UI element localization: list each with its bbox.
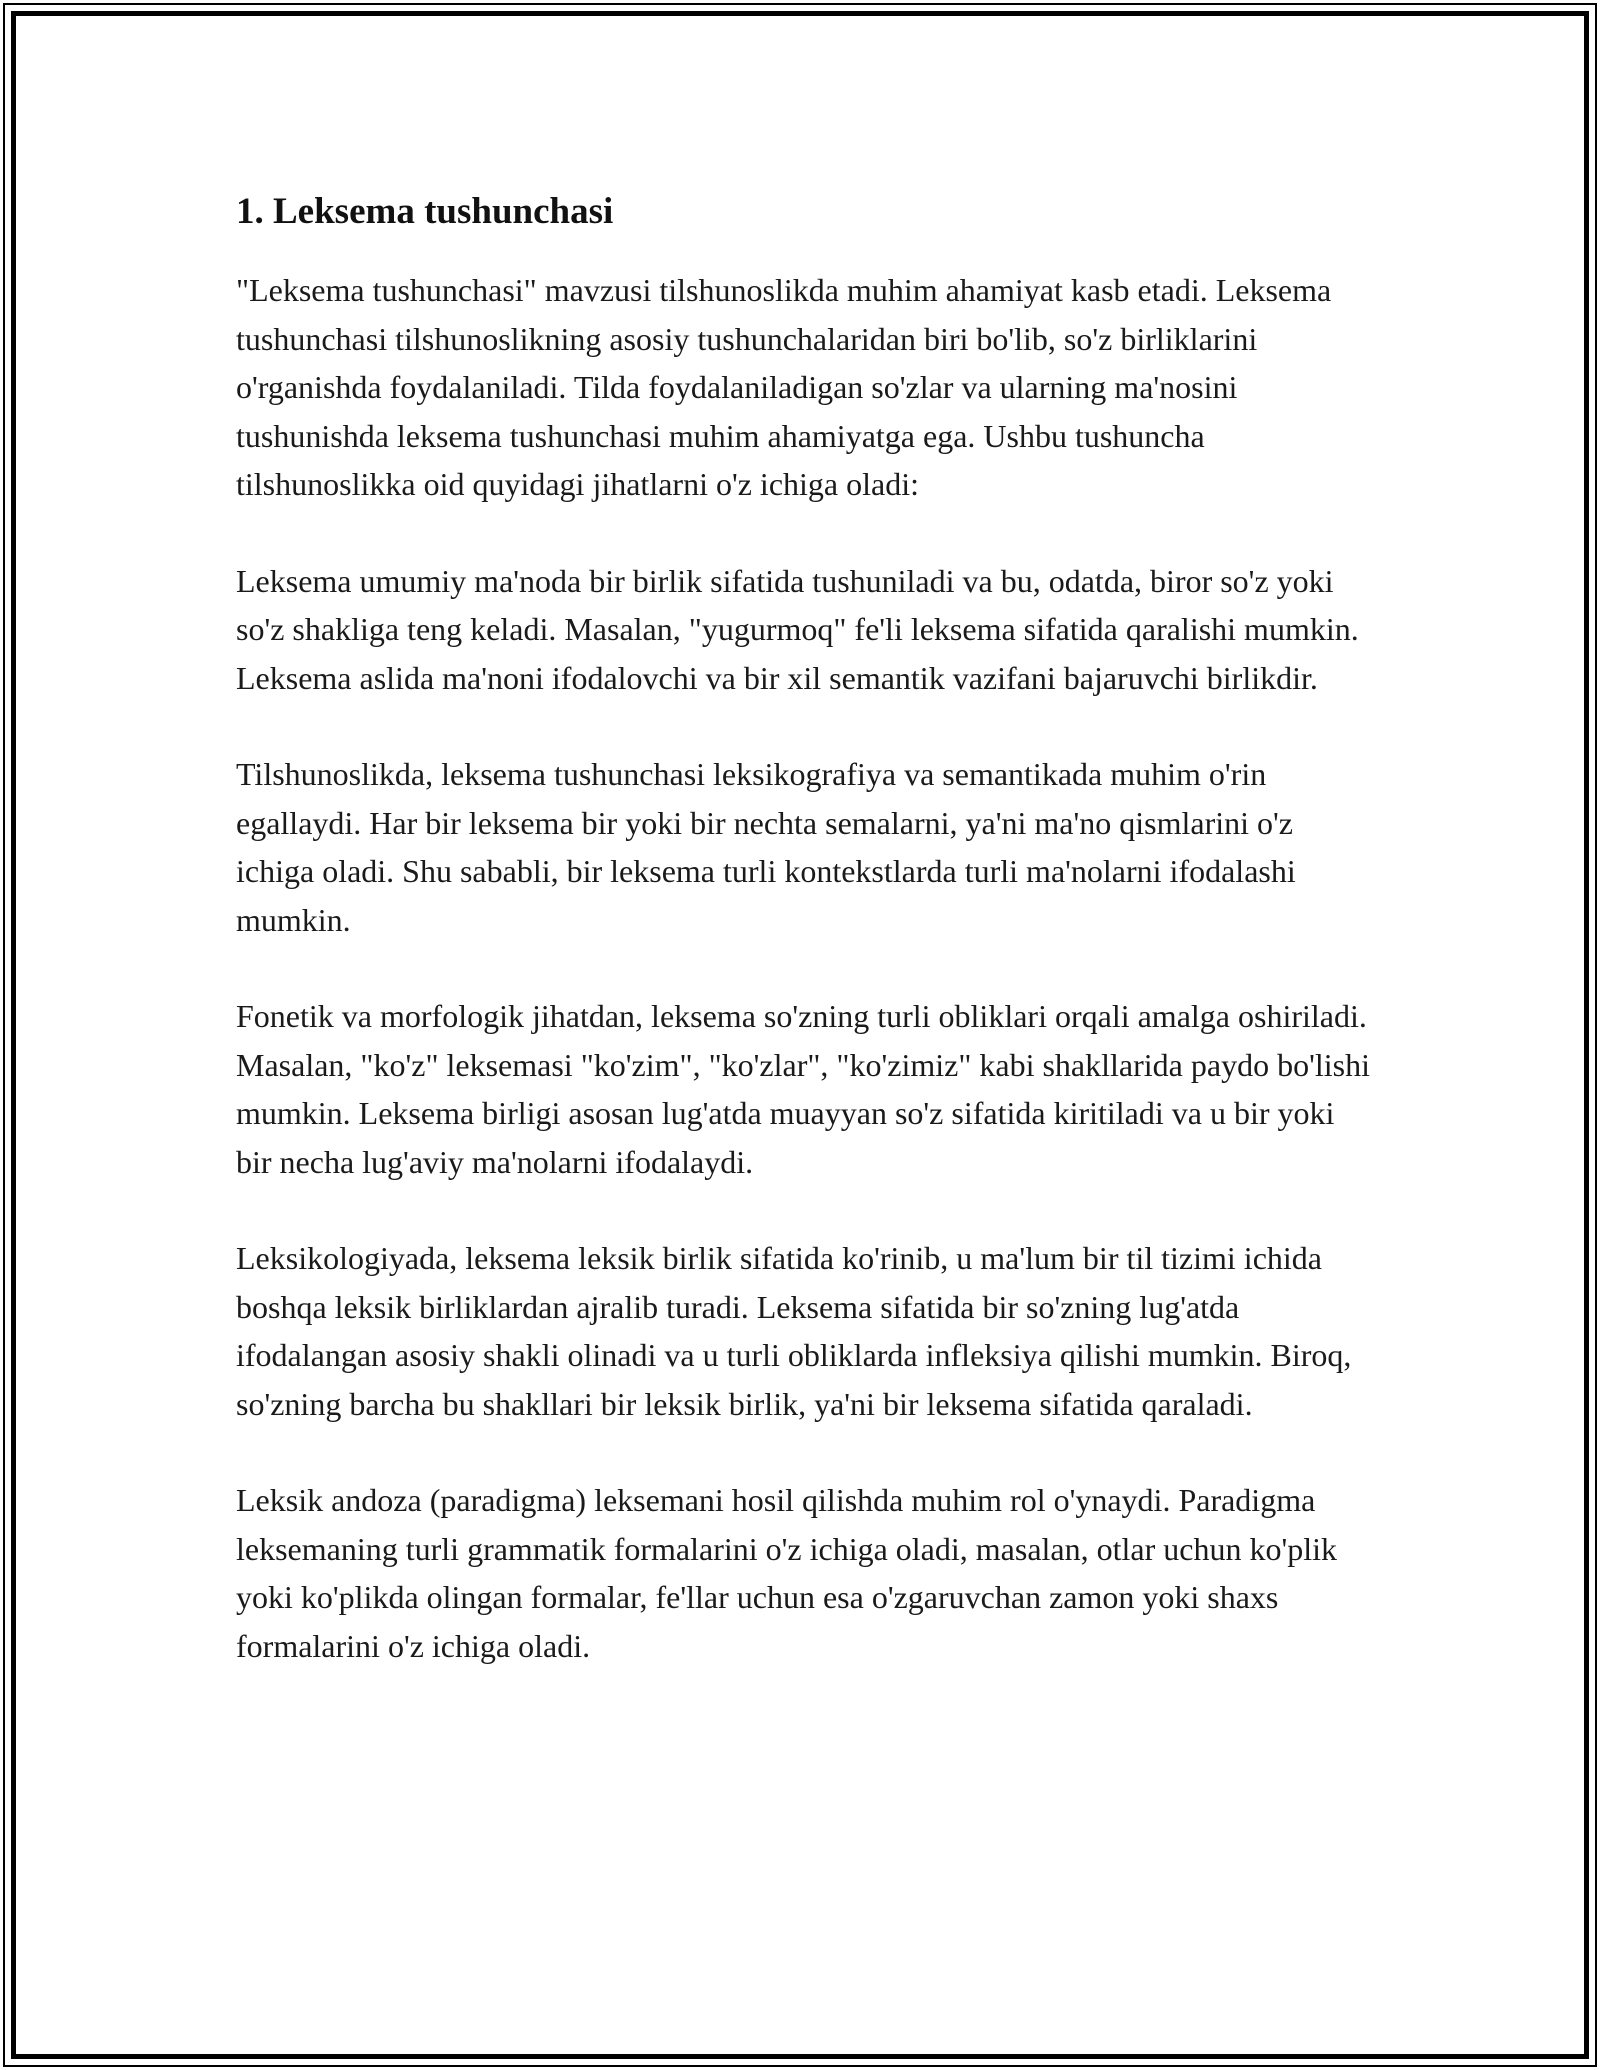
paragraph-morphology: Fonetik va morfologik jihatdan, leksema so'zning turli obliklari orqali amalga oshiriladi. Masalan, "ko'z" leksemasi "ko'zim", "ko'zlar", "ko'zimiz" kabi shakllarida paydo bo'lishi mumkin. Leksema birligi asosan lug'atda muayyan so'z sifatida kiritiladi va u bir yoki bir necha lug'aviy ma'nolarni ifodalaydi. xyxy=(236,998,1370,1180)
section-heading: 1. Leksema tushunchasi xyxy=(236,191,614,232)
paragraph-definition: Leksema umumiy ma'noda bir birlik sifatida tushuniladi va bu, odatda, biror so'z yoki so'z shakliga teng keladi. Masalan, "yugurmoq" fe'li leksema sifatida qaralishi mumkin. Leksema aslida ma'noni ifodalovchi va bir xil semantik vazifani bajaruvchi birlikdir. xyxy=(236,562,1359,696)
paragraph-semantics: Tilshunoslikda, leksema tushunchasi leksikografiya va semantikada muhim o'rin egallaydi. Har bir leksema bir yoki bir nechta semalarni, ya'ni ma'no qismlarini o'z ichiga oladi. Shu sababli, bir leksema turli kontekstlarda turli ma'nolarni ifodalashi mumkin. xyxy=(236,756,1296,938)
paragraph-paradigm: Leksik andoza (paradigma) leksemani hosil qilishda muhim rol o'ynaydi. Paradigma leksemaning turli grammatik formalarini o'z ichiga oladi, masalan, otlar uchun ko'plik yoki ko'plikda olingan formalar, fe'llar uchun esa o'zgaruvchan zamon yoki shaxs formalarini o'z ichiga oladi. xyxy=(236,1482,1337,1664)
paragraph-lexicology: Leksikologiyada, leksema leksik birlik sifatida ko'rinib, u ma'lum bir til tizimi ichida boshqa leksik birliklardan ajralib turadi. Leksema sifatida bir so'zning lug'atda ifodalangan asosiy shakli olinadi va u turli obliklarda infleksiya qilishi mumkin. Biroq, so'zning barcha bu shakllari bir leksik birlik, ya'ni bir leksema sifatida qaraladi. xyxy=(236,1240,1352,1422)
paragraph-intro: "Leksema tushunchasi" mavzusi tilshunoslikda muhim ahamiyat kasb etadi. Leksema tushunchasi tilshunoslikning asosiy tushunchalaridan biri bo'lib, so'z birliklarini o'rganishda foydalaniladi. Tilda foydalaniladigan so'zlar va ularning ma'nosini tushunishda leksema tushunchasi muhim ahamiyatga ega. Ushbu tushuncha tilshunoslikka oid quyidagi jihatlarni o'z ichiga oladi: xyxy=(236,272,1332,502)
document-body xyxy=(236,182,1376,1718)
